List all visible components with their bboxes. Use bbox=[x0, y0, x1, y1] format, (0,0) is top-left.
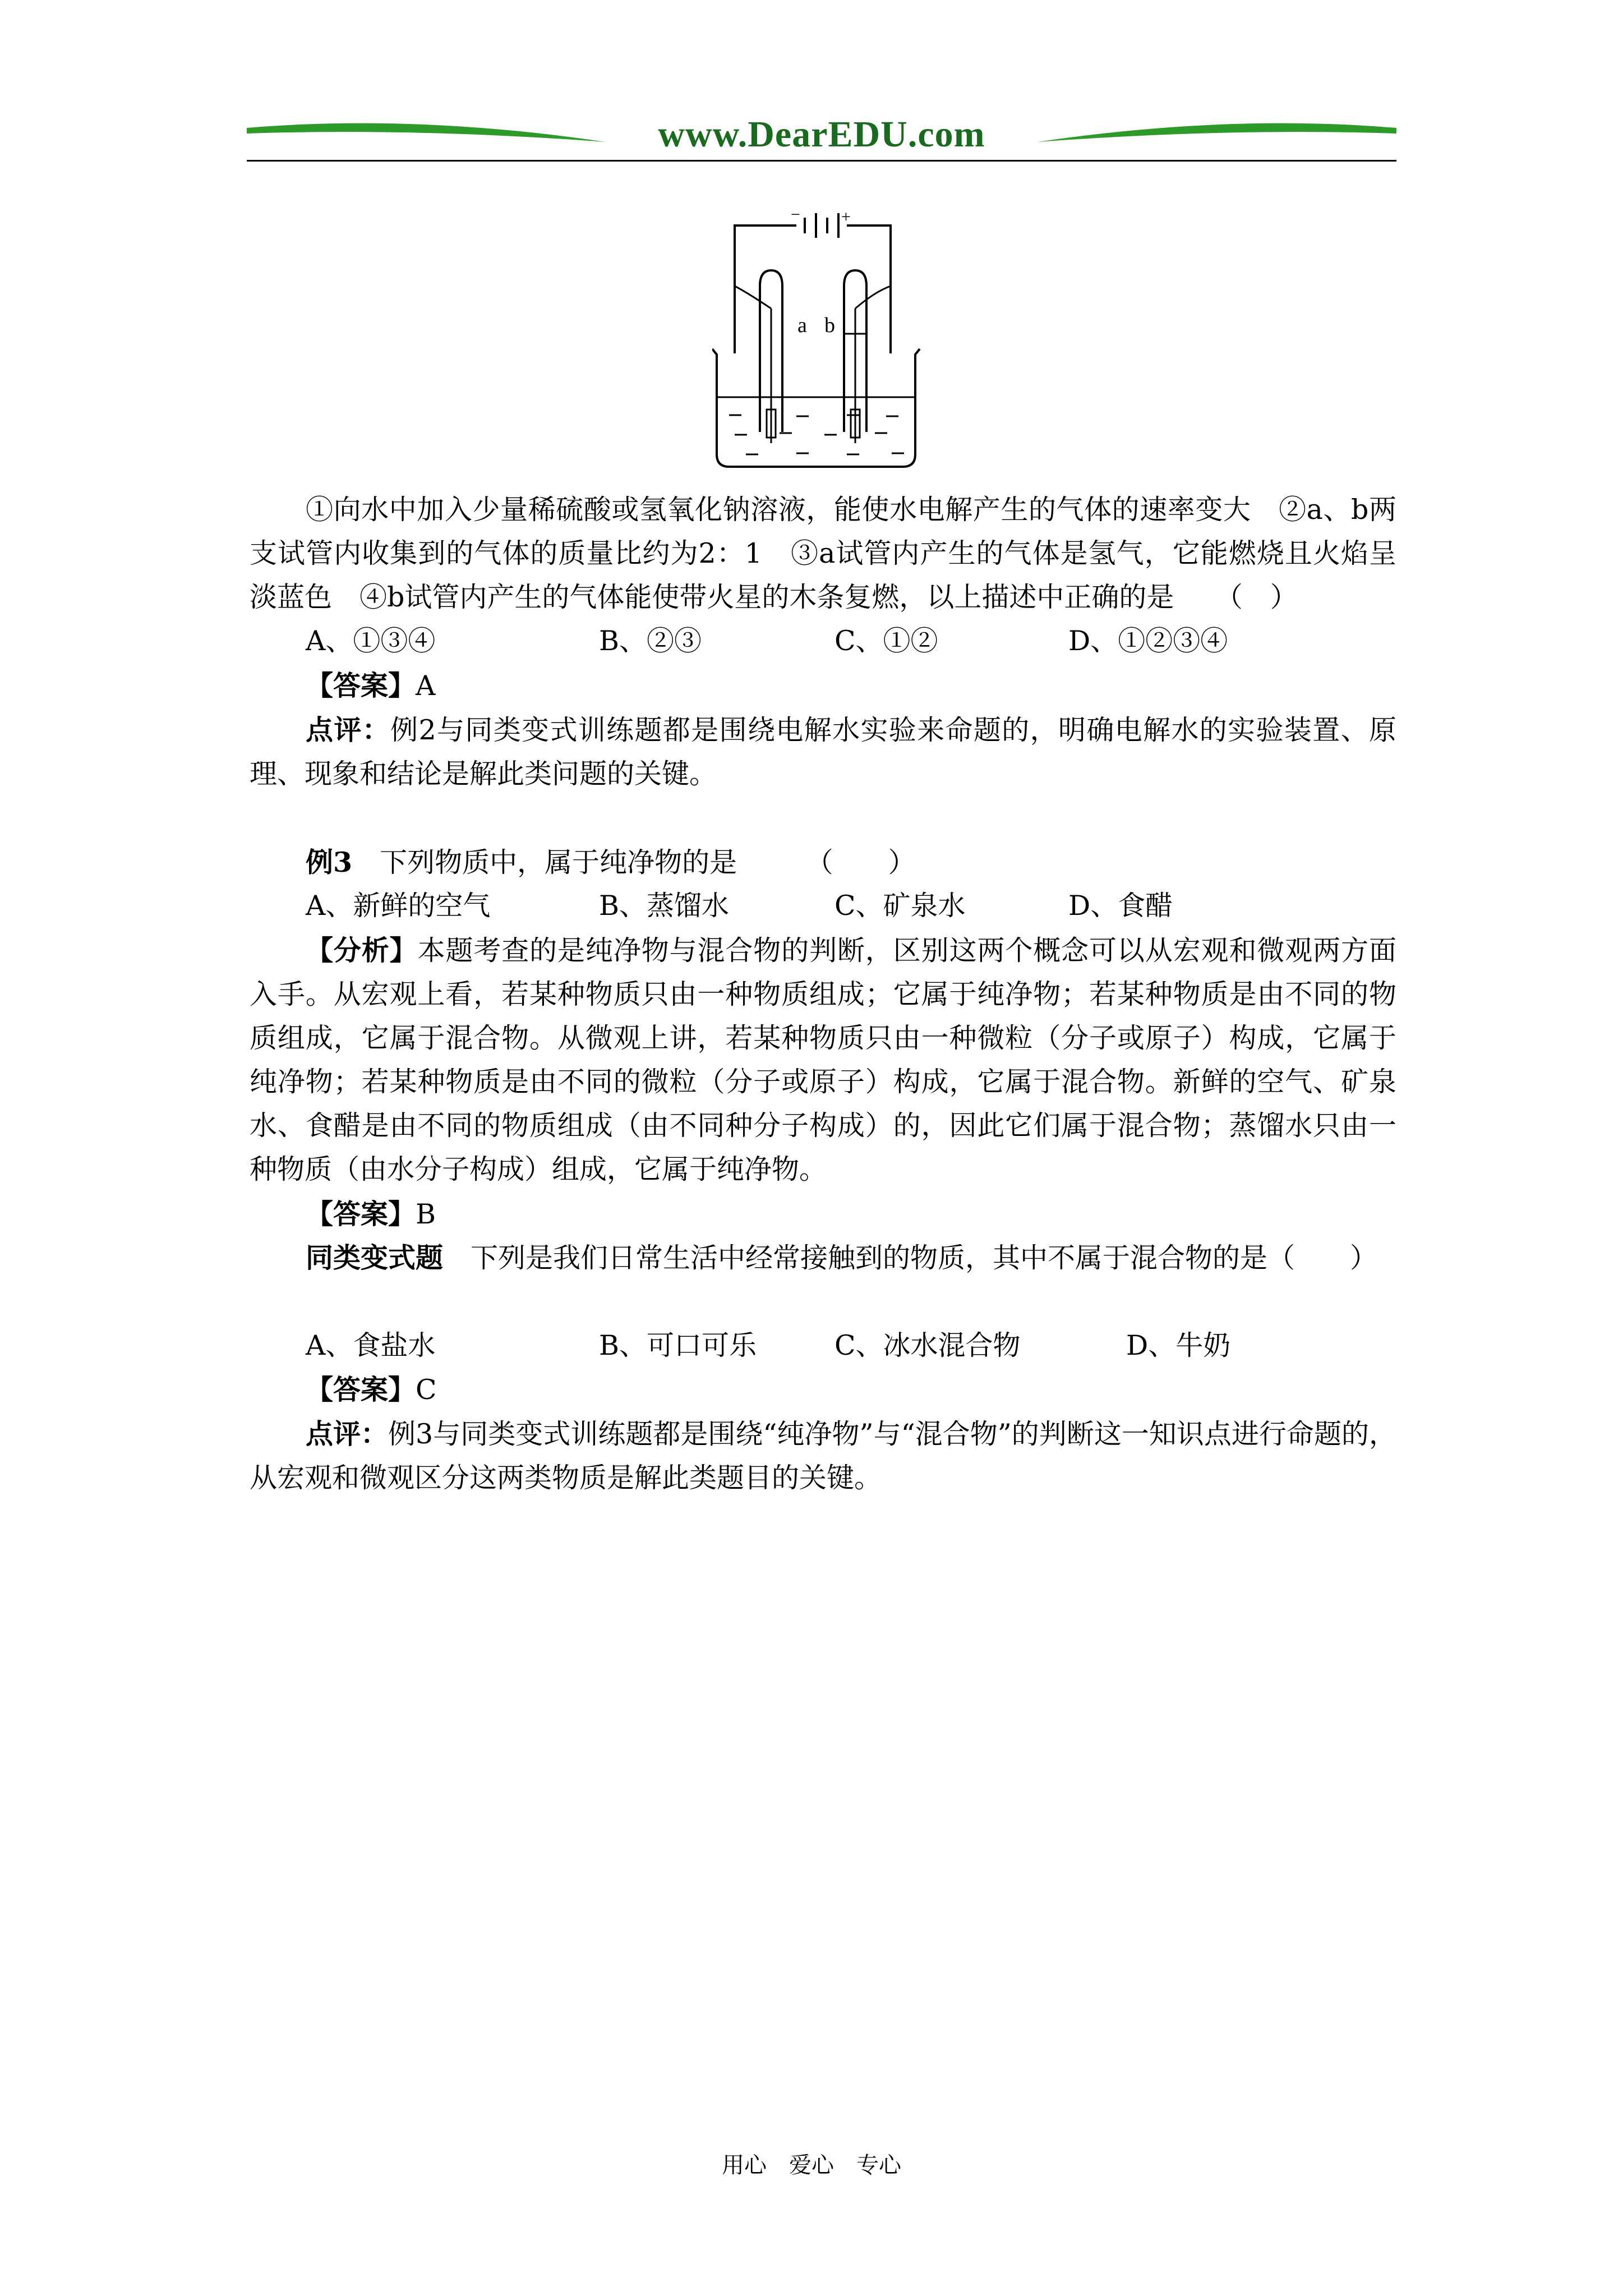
answer-value: B bbox=[416, 1198, 436, 1230]
variant-option-c: C、冰水混合物 bbox=[834, 1329, 1021, 1361]
q3-stem bbox=[306, 840, 916, 885]
tube-b-label: b bbox=[824, 314, 835, 337]
variant-comment bbox=[250, 1412, 1396, 1500]
variant-option-a: A、食盐水 bbox=[306, 1329, 436, 1361]
comment-label: 点评： bbox=[306, 1418, 389, 1450]
answer-label: 【答案】 bbox=[306, 1373, 416, 1406]
analysis-label: 【分析】 bbox=[306, 934, 418, 967]
q3-label: 例3 bbox=[306, 846, 353, 878]
plus-sign: + bbox=[841, 208, 851, 226]
q3-option-c: C、矿泉水 bbox=[834, 890, 966, 922]
variant-option-b: B、可口可乐 bbox=[599, 1329, 757, 1361]
comment-label: 点评： bbox=[306, 714, 391, 746]
analysis-text: 本题考查的是纯净物与混合物的判断，区别这两个概念可以从宏观和微观两方面入手。从宏观上看，若某种物质只由一种物质组成；它属于纯净物；若某种物质是由不同的物质组成，它属于混合物。从微观上讲，若某种物质只由一种微粒（分子或原子）构成，它属于纯净物；若某种物质是由不同的微粒（分子或原子）构成，它属于混合物。新鲜的空气、矿泉水、食醋是由不同的物质组成（由不同种分子构成）的，因此它们属于混合物；蒸馏水只由一种物质（由水分子构成）组成，它属于纯净物。 bbox=[250, 935, 1396, 1185]
q2-statements: ①向水中加入少量稀硫酸或氢氧化钠溶液，能使水电解产生的气体的速率变大 ②a、b两支试管内收集到的气体的质量比约为2：1 ③a试管内产生的气体是氢气，它能燃烧且火焰呈淡蓝色 ④b试管内产生的气体能使带火星的木条复燃，以上描述中正确的是 （ ） bbox=[250, 494, 1396, 613]
site-logo-text: www.DearEDU.com bbox=[247, 111, 1396, 158]
q3-option-b: B、蒸馏水 bbox=[599, 890, 730, 922]
answer-label: 【答案】 bbox=[306, 669, 416, 702]
comment-text: 例3与同类变式训练题都是围绕“纯净物”与“混合物”的判断这一知识点进行命题的，从宏观和微观区分这两类物质是解此类题目的关键。 bbox=[250, 1418, 1396, 1494]
q3-option-d: D、食醋 bbox=[1068, 890, 1173, 922]
q2-option-b: B、②③ bbox=[599, 625, 702, 657]
answer-value: A bbox=[416, 670, 436, 702]
q3-text: 下列物质中，属于纯净物的是 （ ） bbox=[352, 846, 916, 878]
comment-text: 例2与同类变式训练题都是围绕电解水实验来命题的，明确电解水的实验装置、原理、现象和结论是解此类问题的关键。 bbox=[250, 714, 1396, 790]
tube-a-label: a bbox=[797, 314, 807, 337]
q3-analysis bbox=[250, 928, 1396, 1191]
q2-answer bbox=[306, 664, 435, 708]
variant-label: 同类变式题 bbox=[306, 1241, 444, 1274]
variant-answer bbox=[306, 1368, 437, 1412]
q2-option-d: D、①②③④ bbox=[1068, 625, 1228, 657]
header-rule bbox=[247, 160, 1396, 162]
electrolysis-apparatus-figure bbox=[712, 208, 925, 471]
variant-option-d: D、牛奶 bbox=[1126, 1329, 1231, 1361]
q2-option-a: A、①③④ bbox=[306, 625, 436, 657]
q3-answer bbox=[306, 1192, 436, 1236]
answer-label: 【答案】 bbox=[306, 1198, 416, 1230]
page-footer: 用心 爱心 专心 bbox=[722, 2152, 901, 2178]
page-header bbox=[247, 111, 1396, 162]
variant-stem bbox=[250, 1236, 1396, 1280]
q3-option-a: A、新鲜的空气 bbox=[306, 890, 491, 922]
variant-text: 下列是我们日常生活中经常接触到的物质，其中不属于混合物的是（ ） bbox=[443, 1242, 1378, 1274]
q2-comment bbox=[250, 708, 1396, 796]
q2-option-c: C、①② bbox=[834, 625, 938, 657]
answer-value: C bbox=[416, 1374, 437, 1406]
minus-sign: − bbox=[791, 208, 800, 224]
